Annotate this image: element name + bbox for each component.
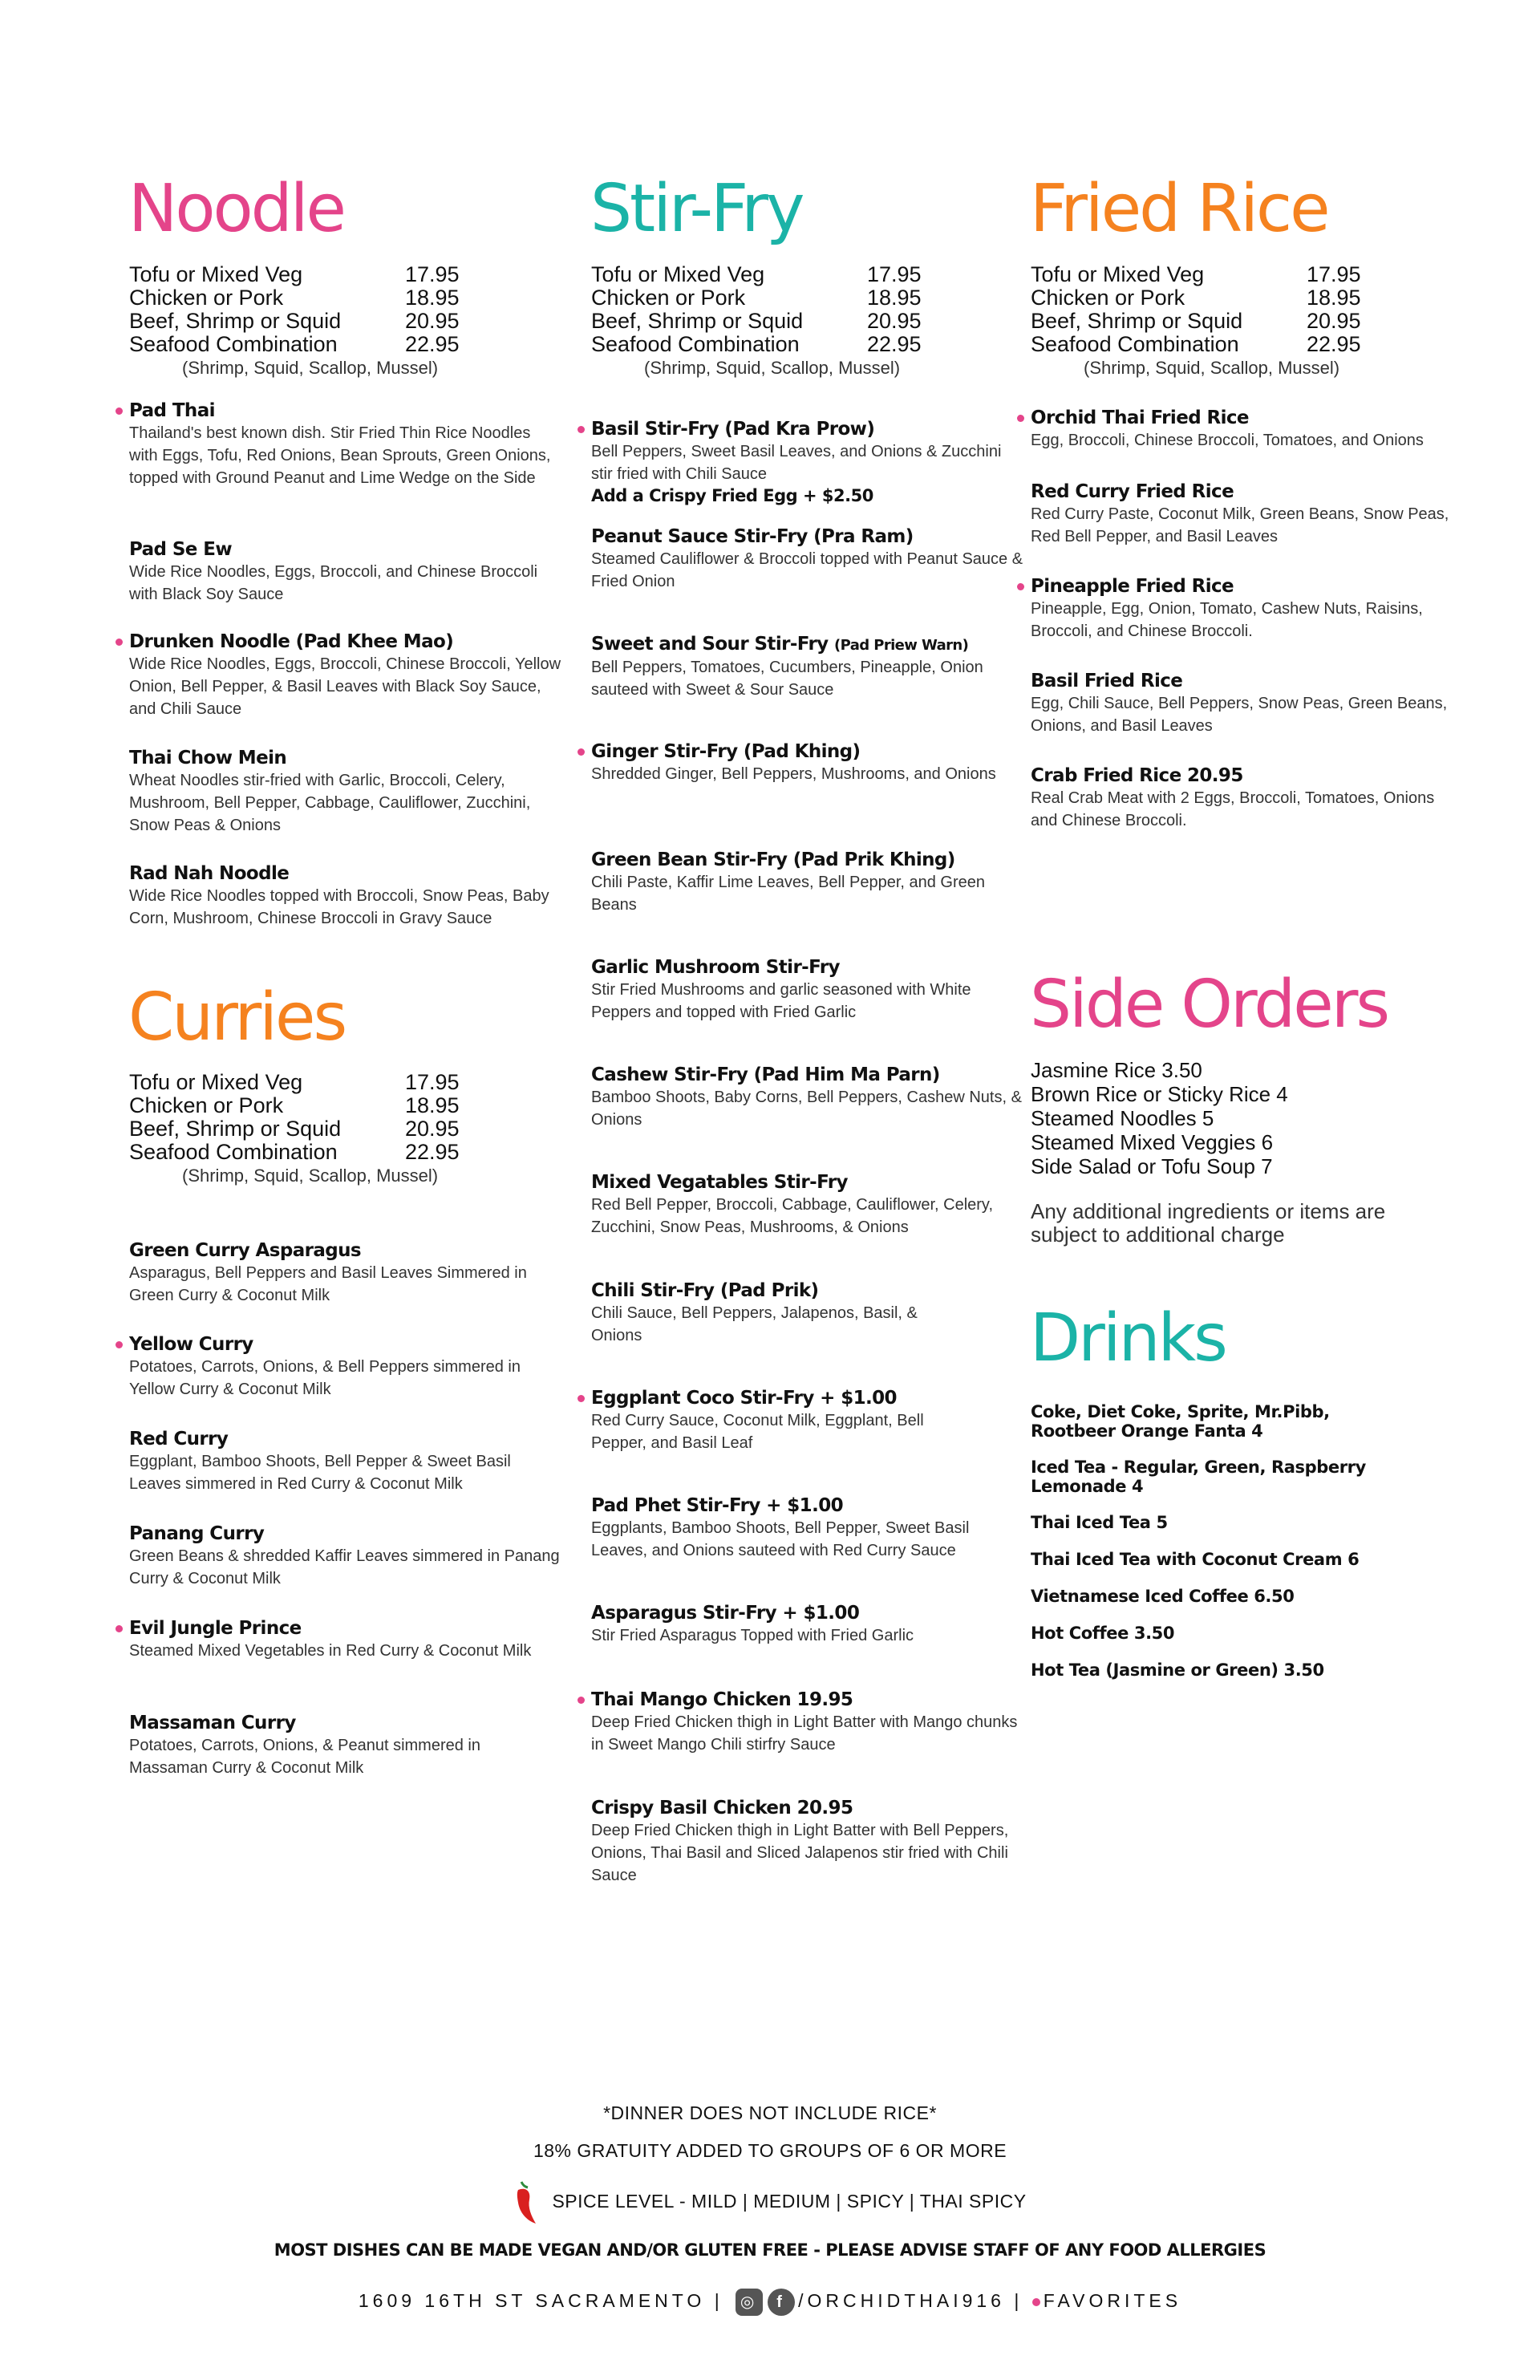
contact-line bbox=[0, 2285, 1540, 2317]
dish-name: Basil Stir-Fry (Pad Kra Prow) bbox=[591, 419, 1024, 440]
price-value: 17.95 bbox=[405, 1070, 460, 1094]
noodle-price-list bbox=[129, 263, 466, 379]
facebook-icon[interactable]: f bbox=[768, 2289, 795, 2316]
dish-desc: Asparagus, Bell Peppers and Basil Leaves Simmered in Green Curry & Coconut Milk bbox=[129, 1264, 527, 1304]
price-value: 18.95 bbox=[405, 1093, 460, 1117]
drink-item: Hot Coffee 3.50 bbox=[1031, 1624, 1175, 1643]
price-row bbox=[1031, 286, 1368, 310]
dish-name: Drunken Noodle (Pad Khee Mao) bbox=[129, 631, 562, 653]
favorite-dot-icon bbox=[578, 748, 585, 756]
drinks-heading: Drinks bbox=[1030, 1300, 1226, 1377]
favorite-dot-icon bbox=[578, 1697, 585, 1704]
drink-item: Thai Iced Tea with Coconut Cream 6 bbox=[1031, 1550, 1360, 1569]
price-name: Chicken or Pork bbox=[1031, 286, 1185, 310]
dish-desc: Deep Fried Chicken thigh in Light Batter with Mango chunks in Sweet Mango Chili stirfry Sauce bbox=[591, 1713, 1018, 1754]
dish-name: Evil Jungle Prince bbox=[129, 1618, 562, 1640]
additional-charge-note: Any additional ingredients or items are subject to additional charge bbox=[1031, 1199, 1386, 1247]
dish-desc: Chili Sauce, Bell Peppers, Jalapenos, Basil, & Onions bbox=[591, 1304, 918, 1344]
price-value: 17.95 bbox=[867, 262, 922, 286]
side-order-item: Jasmine Rice 3.50 bbox=[1031, 1058, 1202, 1082]
price-value: 17.95 bbox=[405, 262, 460, 286]
dish-desc: Wide Rice Noodles topped with Broccoli, Snow Peas, Baby Corn, Mushroom, Chinese Broccoli in Gravy Sauce bbox=[129, 887, 549, 927]
no-rice-note: *DINNER DOES NOT INCLUDE RICE* bbox=[603, 2102, 937, 2123]
noodle-dish bbox=[129, 748, 562, 837]
dish-desc: Steamed Mixed Vegetables in Red Curry & Coconut Milk bbox=[129, 1642, 532, 1660]
favorite-dot-icon bbox=[116, 639, 123, 646]
stirfry-dish bbox=[591, 634, 1024, 701]
favorite-dot-icon bbox=[1032, 2298, 1040, 2306]
stirfry-dish bbox=[591, 849, 1024, 916]
price-row bbox=[591, 310, 928, 333]
curries-price-list bbox=[129, 1071, 466, 1187]
fried-rice-dish bbox=[1031, 481, 1464, 548]
price-name: Tofu or Mixed Veg bbox=[1031, 262, 1205, 286]
dish-desc: Stir Fried Asparagus Topped with Fried Garlic bbox=[591, 1627, 914, 1644]
dish-desc: Pineapple, Egg, Onion, Tomato, Cashew Nuts, Raisins, Broccoli, and Chinese Broccoli. bbox=[1031, 600, 1423, 640]
noodle-heading: Noodle bbox=[128, 171, 344, 247]
curry-dish bbox=[129, 1240, 562, 1307]
fried-rice-price-list bbox=[1031, 263, 1368, 379]
vegan-allergy-note: MOST DISHES CAN BE MADE VEGAN AND/OR GLUTEN FREE - PLEASE ADVISE STAFF OF ANY FOOD ALLERGIES bbox=[274, 2240, 1266, 2260]
drink-item: Vietnamese Iced Coffee 6.50 bbox=[1031, 1587, 1295, 1606]
dish-name: Thai Chow Mein bbox=[129, 748, 287, 768]
social-icons bbox=[736, 2289, 795, 2316]
price-row bbox=[591, 263, 928, 286]
price-name: Chicken or Pork bbox=[129, 1093, 284, 1117]
price-value: 20.95 bbox=[1307, 309, 1361, 333]
price-name: Seafood Combination bbox=[1031, 332, 1239, 356]
price-value: 20.95 bbox=[867, 309, 922, 333]
noodle-dish bbox=[129, 400, 562, 489]
favorite-dot-icon bbox=[578, 426, 585, 433]
address: 1609 16TH ST SACRAMENTO bbox=[358, 2290, 706, 2311]
dish-desc: Bell Peppers, Sweet Basil Leaves, and Onions & Zucchini stir fried with Chili Sauce bbox=[591, 443, 1002, 483]
curry-dish bbox=[129, 1429, 562, 1495]
stirfry-dish bbox=[591, 1064, 1024, 1131]
dish-name: Eggplant Coco Stir-Fry + $1.00 bbox=[591, 1388, 1024, 1409]
price-row bbox=[1031, 310, 1368, 333]
dish-desc: Wide Rice Noodles, Eggs, Broccoli, and Chinese Broccoli with Black Soy Sauce bbox=[129, 563, 538, 603]
dish-name: Pineapple Fried Rice bbox=[1031, 576, 1464, 598]
stirfry-price-list bbox=[591, 263, 928, 379]
price-row bbox=[129, 1141, 466, 1164]
separator: | bbox=[1014, 2290, 1023, 2311]
dish-desc: Deep Fried Chicken thigh in Light Batter with Bell Peppers, Onions, Thai Basil and Sliced Jalapenos stir fried with Chili Sauce bbox=[591, 1822, 1009, 1884]
dish-name: Asparagus Stir-Fry + $1.00 bbox=[591, 1603, 860, 1624]
dish-thai-name: (Pad Priew Warn) bbox=[834, 637, 969, 654]
dish-name: Cashew Stir-Fry (Pad Him Ma Parn) bbox=[591, 1064, 940, 1085]
dish-desc: Potatoes, Carrots, Onions, & Peanut simmered in Massaman Curry & Coconut Milk bbox=[129, 1737, 480, 1777]
price-row bbox=[129, 1071, 466, 1094]
price-row bbox=[129, 1117, 466, 1141]
dish-desc: Stir Fried Mushrooms and garlic seasoned with White Peppers and topped with Fried Garlic bbox=[591, 981, 971, 1021]
gratuity-note: 18% GRATUITY ADDED TO GROUPS OF 6 OR MORE bbox=[533, 2140, 1007, 2161]
chili-pepper-icon bbox=[513, 2180, 537, 2225]
dish-desc: Chili Paste, Kaffir Lime Leaves, Bell Pepper, and Green Beans bbox=[591, 874, 986, 914]
dish-name: Yellow Curry bbox=[129, 1334, 562, 1356]
noodle-dish bbox=[129, 539, 562, 606]
fried-rice-dish bbox=[1031, 576, 1464, 643]
spice-level-text: SPICE LEVEL - MILD | MEDIUM | SPICY | THAI SPICY bbox=[552, 2191, 1027, 2212]
dish-desc: Steamed Cauliflower & Broccoli topped with Peanut Sauce & Fried Onion bbox=[591, 550, 1023, 590]
price-row bbox=[1031, 263, 1368, 286]
dish-desc: Wide Rice Noodles, Eggs, Broccoli, Chinese Broccoli, Yellow Onion, Bell Pepper, & Basil Leaves with Black Soy Sauce, and Chili Sauce bbox=[129, 655, 561, 718]
favorite-dot-icon bbox=[578, 1395, 585, 1402]
favorite-dot-icon bbox=[116, 1625, 123, 1632]
separator: | bbox=[714, 2290, 723, 2311]
dish-desc: Potatoes, Carrots, Onions, & Bell Peppers simmered in Yellow Curry & Coconut Milk bbox=[129, 1358, 521, 1398]
dish-name: Chili Stir-Fry (Pad Prik) bbox=[591, 1280, 819, 1301]
dish-name: Green Bean Stir-Fry (Pad Prik Khing) bbox=[591, 849, 955, 870]
dish-name: Basil Fried Rice bbox=[1031, 671, 1183, 691]
curry-dish bbox=[129, 1523, 562, 1590]
dish-name: Pad Thai bbox=[129, 400, 562, 422]
dish-name: Pad Se Ew bbox=[129, 539, 232, 560]
dish-name: Thai Mango Chicken 19.95 bbox=[591, 1689, 1024, 1711]
dish-desc: Wheat Noodles stir-fried with Garlic, Broccoli, Celery, Mushroom, Bell Pepper, Cabbage, Cauliflower, Zucchini, Snow Peas & Onions bbox=[129, 772, 531, 834]
dish-desc: Thailand's best known dish. Stir Fried Thin Rice Noodles with Eggs, Tofu, Red Onions, Bean Sprouts, Green Onions, topped with Ground Peanut and Lime Wedge on the Side bbox=[129, 424, 551, 487]
spice-level-line bbox=[0, 2179, 1540, 2225]
dish-name: Red Curry Fried Rice bbox=[1031, 481, 1234, 502]
noodle-dish bbox=[129, 631, 562, 720]
price-row bbox=[129, 263, 466, 286]
price-value: 18.95 bbox=[405, 286, 460, 310]
dish-name: Red Curry bbox=[129, 1429, 229, 1449]
dish-name: Orchid Thai Fried Rice bbox=[1031, 407, 1464, 429]
price-row bbox=[591, 333, 928, 356]
dish-desc: Shredded Ginger, Bell Peppers, Mushrooms, and Onions bbox=[591, 765, 996, 783]
price-value: 22.95 bbox=[867, 332, 922, 356]
fried-rice-dish bbox=[1031, 407, 1464, 452]
dish-desc: Eggplants, Bamboo Shoots, Bell Pepper, Sweet Basil Leaves, and Onions sauteed with Red Curry Sauce bbox=[591, 1519, 970, 1559]
dish-desc: Red Bell Pepper, Broccoli, Cabbage, Cauliflower, Celery, Zucchini, Snow Peas, Mushrooms, & Onions bbox=[591, 1196, 993, 1236]
price-row bbox=[591, 286, 928, 310]
stirfry-dish bbox=[591, 1603, 1024, 1647]
drink-item: Iced Tea - Regular, Green, Raspberry Lemonade 4 bbox=[1031, 1458, 1366, 1496]
price-value: 18.95 bbox=[867, 286, 922, 310]
stirfry-dish bbox=[591, 1689, 1024, 1756]
curries-heading: Curries bbox=[128, 979, 346, 1056]
price-value: 22.95 bbox=[1307, 332, 1361, 356]
dish-name: Peanut Sauce Stir-Fry (Pra Ram) bbox=[591, 526, 914, 547]
stirfry-dish bbox=[591, 1495, 1024, 1562]
price-name: Chicken or Pork bbox=[591, 286, 746, 310]
dish-name: Ginger Stir-Fry (Pad Khing) bbox=[591, 741, 1024, 763]
dish-desc: Red Curry Sauce, Coconut Milk, Eggplant, Bell Pepper, and Basil Leaf bbox=[591, 1412, 924, 1452]
dish-name: Panang Curry bbox=[129, 1523, 265, 1544]
dish-desc: Real Crab Meat with 2 Eggs, Broccoli, Tomatoes, Onions and Chinese Broccoli. bbox=[1031, 789, 1435, 829]
price-name: Beef, Shrimp or Squid bbox=[591, 309, 804, 333]
price-value: 17.95 bbox=[1307, 262, 1361, 286]
dish-addon: Add a Crispy Fried Egg + $2.50 bbox=[591, 486, 873, 505]
price-value: 22.95 bbox=[405, 1140, 460, 1164]
fried-rice-heading: Fried Rice bbox=[1030, 171, 1328, 247]
price-value: 18.95 bbox=[1307, 286, 1361, 310]
side-orders-list bbox=[1031, 1058, 1288, 1178]
instagram-icon[interactable]: ◎ bbox=[736, 2289, 763, 2316]
price-row bbox=[129, 286, 466, 310]
drink-item: Thai Iced Tea 5 bbox=[1031, 1513, 1168, 1532]
dish-name: Pad Phet Stir-Fry + $1.00 bbox=[591, 1495, 844, 1516]
dish-name: Sweet and Sour Stir-Fry (Pad Priew Warn) bbox=[591, 634, 969, 655]
price-name: Chicken or Pork bbox=[129, 286, 284, 310]
stirfry-dish bbox=[591, 1280, 1024, 1347]
price-name: Tofu or Mixed Veg bbox=[591, 262, 765, 286]
stirfry-dish bbox=[591, 1798, 1024, 1887]
drink-item: Hot Tea (Jasmine or Green) 3.50 bbox=[1031, 1660, 1324, 1680]
dish-name: Crab Fried Rice 20.95 bbox=[1031, 765, 1243, 786]
stirfry-dish bbox=[591, 957, 1024, 1024]
noodle-dish bbox=[129, 863, 562, 930]
dish-desc: Egg, Chili Sauce, Bell Peppers, Snow Peas, Green Beans, Onions, and Basil Leaves bbox=[1031, 695, 1448, 735]
favorite-dot-icon bbox=[116, 407, 123, 415]
dish-name: Mixed Vegatables Stir-Fry bbox=[591, 1172, 848, 1193]
dish-desc: Green Beans & shredded Kaffir Leaves simmered in Panang Curry & Coconut Milk bbox=[129, 1547, 560, 1587]
price-row bbox=[129, 333, 466, 356]
price-name: Beef, Shrimp or Squid bbox=[129, 1117, 342, 1141]
price-value: 20.95 bbox=[405, 309, 460, 333]
stirfry-heading: Stir-Fry bbox=[590, 171, 803, 247]
dish-desc: Eggplant, Bamboo Shoots, Bell Pepper & Sweet Basil Leaves simmered in Red Curry & Coconut Milk bbox=[129, 1453, 511, 1493]
stirfry-dish bbox=[591, 741, 1024, 785]
side-order-item: Steamed Noodles 5 bbox=[1031, 1106, 1214, 1130]
price-row bbox=[1031, 333, 1368, 356]
favorite-dot-icon bbox=[1017, 415, 1024, 422]
price-value: 20.95 bbox=[405, 1117, 460, 1141]
price-name: Beef, Shrimp or Squid bbox=[129, 309, 342, 333]
stirfry-dish bbox=[591, 526, 1024, 593]
social-handle[interactable]: /ORCHIDTHAI916 bbox=[798, 2290, 1005, 2311]
stirfry-dish bbox=[591, 1388, 1024, 1454]
price-name: Tofu or Mixed Veg bbox=[129, 262, 303, 286]
dish-name: Green Curry Asparagus bbox=[129, 1240, 362, 1261]
price-name: Seafood Combination bbox=[591, 332, 800, 356]
dish-name: Rad Nah Noodle bbox=[129, 863, 290, 884]
curry-dish bbox=[129, 1713, 562, 1779]
side-order-item: Side Salad or Tofu Soup 7 bbox=[1031, 1154, 1273, 1178]
price-note: (Shrimp, Squid, Scallop, Mussel) bbox=[1084, 358, 1340, 378]
fried-rice-dish bbox=[1031, 765, 1464, 832]
stirfry-dish bbox=[591, 419, 1024, 506]
price-note: (Shrimp, Squid, Scallop, Mussel) bbox=[644, 358, 901, 378]
side-order-item: Brown Rice or Sticky Rice 4 bbox=[1031, 1082, 1288, 1106]
side-orders-heading: Side Orders bbox=[1030, 967, 1388, 1043]
price-name: Seafood Combination bbox=[129, 1140, 338, 1164]
favorite-dot-icon bbox=[1017, 583, 1024, 590]
price-name: Beef, Shrimp or Squid bbox=[1031, 309, 1243, 333]
price-name: Seafood Combination bbox=[129, 332, 338, 356]
dish-desc: Red Curry Paste, Coconut Milk, Green Beans, Snow Peas, Red Bell Pepper, and Basil Leaves bbox=[1031, 505, 1449, 545]
dish-desc: Bamboo Shoots, Baby Corns, Bell Peppers, Cashew Nuts, & Onions bbox=[591, 1089, 1022, 1129]
price-note: (Shrimp, Squid, Scallop, Mussel) bbox=[182, 1166, 439, 1186]
dish-name: Crispy Basil Chicken 20.95 bbox=[591, 1798, 853, 1818]
favorites-legend: FAVORITES bbox=[1043, 2290, 1182, 2311]
drink-item: Coke, Diet Coke, Sprite, Mr.Pibb, Rootbeer Orange Fanta 4 bbox=[1031, 1402, 1330, 1441]
price-value: 22.95 bbox=[405, 332, 460, 356]
stirfry-dish bbox=[591, 1172, 1024, 1239]
price-row bbox=[129, 310, 466, 333]
dish-name: Garlic Mushroom Stir-Fry bbox=[591, 957, 840, 978]
price-name: Tofu or Mixed Veg bbox=[129, 1070, 303, 1094]
dish-desc: Bell Peppers, Tomatoes, Cucumbers, Pineapple, Onion sauteed with Sweet & Sour Sauce bbox=[591, 659, 983, 699]
curry-dish bbox=[129, 1618, 562, 1662]
price-row bbox=[129, 1094, 466, 1117]
curry-dish bbox=[129, 1334, 562, 1401]
dish-name: Massaman Curry bbox=[129, 1713, 296, 1733]
dish-desc: Egg, Broccoli, Chinese Broccoli, Tomatoes, and Onions bbox=[1031, 432, 1424, 449]
price-note: (Shrimp, Squid, Scallop, Mussel) bbox=[182, 358, 439, 378]
side-order-item: Steamed Mixed Veggies 6 bbox=[1031, 1130, 1274, 1154]
fried-rice-dish bbox=[1031, 671, 1464, 737]
favorite-dot-icon bbox=[116, 1341, 123, 1348]
